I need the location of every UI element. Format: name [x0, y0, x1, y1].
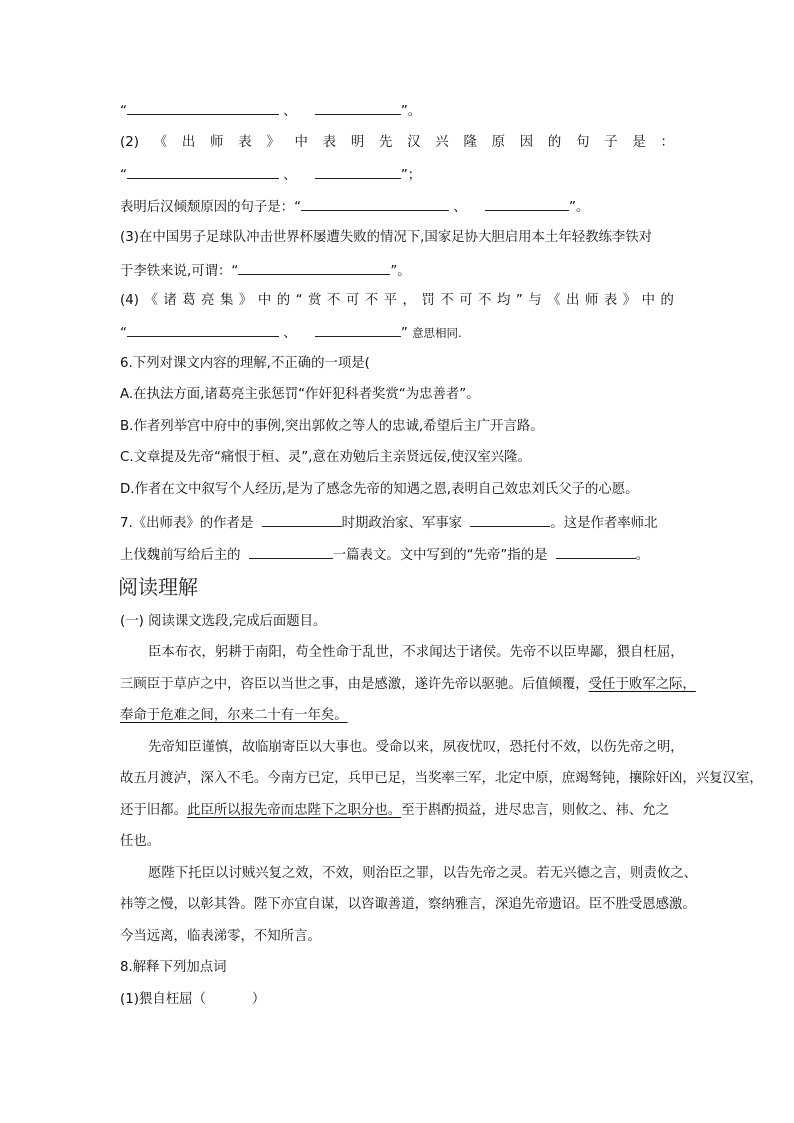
stem-char: 表: [603, 293, 618, 308]
passage-p3-l2: 祎等之慢，以彰其咎。陛下亦宜自谋，以咨诹善道，察纳雅言，深追先帝遗诏。臣不胜受恩感激。: [120, 897, 696, 912]
stem-char: 的: [276, 293, 291, 308]
stem-text: 于李铁来说,可谓：“: [120, 264, 239, 279]
stem-char: ”: [515, 293, 523, 308]
stem-char: 亮: [201, 293, 215, 308]
q6-option-a[interactable]: A.在执法方面,诸葛亮主张惩罚“作奸犯科者奖赏“为忠善者”。: [120, 387, 480, 402]
answer-blank[interactable]: [485, 197, 569, 211]
stem-char: 先: [378, 135, 393, 150]
underlined-text: 此臣所以报先帝而忠陛下之职分也。: [186, 803, 402, 818]
passage-p2-l3: [120, 802, 669, 820]
stem-char: 》: [266, 135, 280, 150]
stem-char: ：: [660, 135, 674, 150]
stem-char: 的: [547, 135, 562, 150]
stem-char: 葛: [182, 293, 196, 308]
separator: 、: [453, 200, 467, 215]
q3-blank-line: [120, 261, 411, 281]
q7-line2: [120, 545, 649, 565]
passage-p1-l3: [120, 707, 348, 725]
q8-item1: [120, 991, 265, 1009]
q2-blank-line: [120, 165, 421, 185]
stem-char: 子: [604, 135, 618, 150]
stem-char: 汉: [407, 135, 421, 150]
q6-option-c[interactable]: C.文章提及先帝“痛恨于桓、灵”,意在劝勉后主亲贤远佞,使汉室兴隆。: [120, 450, 531, 465]
answer-blank[interactable]: [262, 513, 342, 527]
separator: 、: [283, 326, 297, 341]
passage-p3-l3: 今当远离，临表涕零，不知所言。: [120, 929, 321, 944]
q7-line1: [120, 513, 657, 533]
stem-char: 句: [576, 135, 590, 150]
stem-char: 不: [440, 293, 454, 308]
q6-option-b[interactable]: B.作者列举宫中府中的事例,突出郭攸之等人的忠诚,希望后主广开言路。: [120, 419, 544, 434]
passage-p1-l1: 臣本布衣，躬耕于南阳，苟全性命于乱世，不求闻达于诸侯。先帝不以臣卑鄙，猥自枉屈，: [148, 645, 684, 660]
stem-text: 上伐魏前写给后主的: [120, 548, 241, 563]
stem-char: (4): [120, 293, 139, 308]
q4-stem: [120, 292, 674, 310]
answer-blank[interactable]: [470, 513, 550, 527]
stem-char: 隆: [463, 135, 477, 150]
q2-decline-line: [120, 197, 589, 217]
answer-blank[interactable]: [315, 165, 401, 179]
answer-blank[interactable]: [556, 545, 636, 559]
answer-blank[interactable]: [315, 323, 401, 337]
open-quote: “: [120, 168, 127, 183]
stem-char: 》: [238, 293, 253, 308]
stem-text: 表明后汉倾颓原因的句子是：“: [120, 200, 302, 215]
stem-char: 师: [584, 293, 599, 308]
answer-blank[interactable]: [127, 323, 279, 337]
reading-intro: (一) 阅读课文选段,完成后面题目。: [120, 614, 327, 629]
stem-char: 均: [496, 293, 511, 308]
stem-char: 不: [364, 293, 379, 308]
stem-char: 与: [528, 293, 542, 308]
passage-p3-l1: 愿陛下托臣以讨贼兴复之效，不效，则治臣之罪，以告先帝之灵。若无兴德之言，则责攸之、: [148, 866, 698, 881]
stem-text: 7.《出师表》的作者是: [120, 516, 254, 531]
stem-text: 。: [635, 548, 650, 563]
answer-blank[interactable]: [301, 197, 449, 211]
item-text: (1)猥自枉屈（: [120, 992, 206, 1007]
close-paren: ）: [251, 992, 266, 1007]
underlined-text: 奉命于危难之间，尔来二十有一年矣。: [120, 708, 348, 723]
stem-char: 中: [641, 293, 655, 308]
separator: 、: [283, 104, 297, 119]
q4-blank-line: [120, 323, 462, 343]
stem-char: 师: [210, 135, 224, 150]
stem-char: 《: [547, 293, 561, 308]
stem-char: 出: [566, 293, 580, 308]
passage-p2-l2: 故五月渡泸，深入不毛。今南方已定，兵甲已足，当奖率三军，北定中原，庶竭驽钝，攘除奸凶，兴复汉室，: [120, 771, 763, 786]
stem-tail: 意思相同.: [412, 326, 462, 340]
stem-char: 罚: [421, 293, 435, 308]
stem-char: 可: [459, 293, 473, 308]
passage-p1-l2: [120, 676, 696, 694]
q2-stem: [120, 134, 674, 152]
close-quote: ”。: [390, 264, 411, 279]
open-quote: “: [120, 104, 127, 119]
stem-char: 出: [181, 135, 196, 150]
stem-char: 中: [257, 293, 272, 308]
stem-char: 兴: [435, 135, 449, 150]
passage-text: 还于旧都。: [120, 803, 187, 818]
stem-char: 可: [345, 293, 360, 308]
answer-blank[interactable]: [127, 165, 279, 179]
open-quote: “: [120, 326, 127, 341]
q3-stem: (3)在中国男子足球队冲击世界杯屡遭失败的情况下,国家足协大胆启用本土年轻教练李铁对: [120, 230, 653, 245]
answer-blank[interactable]: [238, 261, 390, 275]
stem-char: 》: [622, 293, 637, 308]
stem-char: 表: [322, 135, 337, 150]
stem-char: ，: [402, 293, 416, 308]
stem-char: 因: [519, 135, 534, 150]
passage-p2-l1: 先帝知臣谨慎，故临崩寄臣以大事也。受命以来，夙夜忧叹，恐托付不效，以伤先帝之明，: [148, 740, 684, 755]
q8-stem: 8.解释下列加点词: [120, 960, 227, 975]
q1-blank-line: [120, 101, 421, 121]
stem-char: (2): [120, 135, 139, 150]
answer-blank[interactable]: [249, 545, 333, 559]
answer-blank[interactable]: [315, 101, 401, 115]
stem-char: 不: [478, 293, 492, 308]
stem-char: 《: [153, 135, 168, 150]
stem-text: 一篇表文。文中写到的“先帝”指的是: [332, 548, 548, 563]
stem-char: 表: [238, 135, 252, 150]
stem-char: 平: [383, 293, 397, 308]
stem-text: 时期政治家、军事家: [341, 516, 463, 531]
stem-char: 是: [632, 135, 646, 150]
stem-char: 不: [326, 293, 341, 308]
q6-stem: 6.下列对课文内容的理解,不正确的一项是(: [120, 356, 370, 371]
close-quote: ”。: [400, 104, 422, 119]
stem-char: 赏: [308, 293, 322, 308]
stem-char: 《: [144, 293, 158, 308]
stem-char: “: [295, 293, 303, 308]
q6-option-d[interactable]: D.作者在文中叙写个人经历,是为了感念先帝的知遇之恩,表明自己效忠刘氏父子的心愿。: [120, 482, 639, 497]
answer-blank[interactable]: [127, 101, 279, 115]
stem-text: 。这是作者率师北: [550, 516, 658, 531]
close-quote: ”；: [400, 168, 422, 183]
stem-char: 原: [491, 135, 505, 150]
section-title: 阅读理解: [118, 575, 198, 599]
underlined-text: 受任于败军之际，: [588, 677, 696, 692]
close-quote: ”。: [568, 200, 590, 215]
passage-text: 至于斟酌损益，进尽忠言，则攸之、祎、允之: [401, 803, 670, 818]
stem-char: 明: [350, 135, 365, 150]
close-quote: ”: [400, 326, 408, 341]
stem-char: 集: [220, 293, 234, 308]
stem-char: 中: [294, 135, 308, 150]
passage-p2-l4: 任也。: [120, 834, 161, 849]
passage-text: 三顾臣于草庐之中，咨臣以当世之事，由是感激，遂许先帝以驱驰。后值倾覆，: [120, 677, 589, 692]
stem-char: 的: [660, 293, 674, 308]
separator: 、: [283, 168, 297, 183]
stem-char: 诸: [163, 293, 177, 308]
